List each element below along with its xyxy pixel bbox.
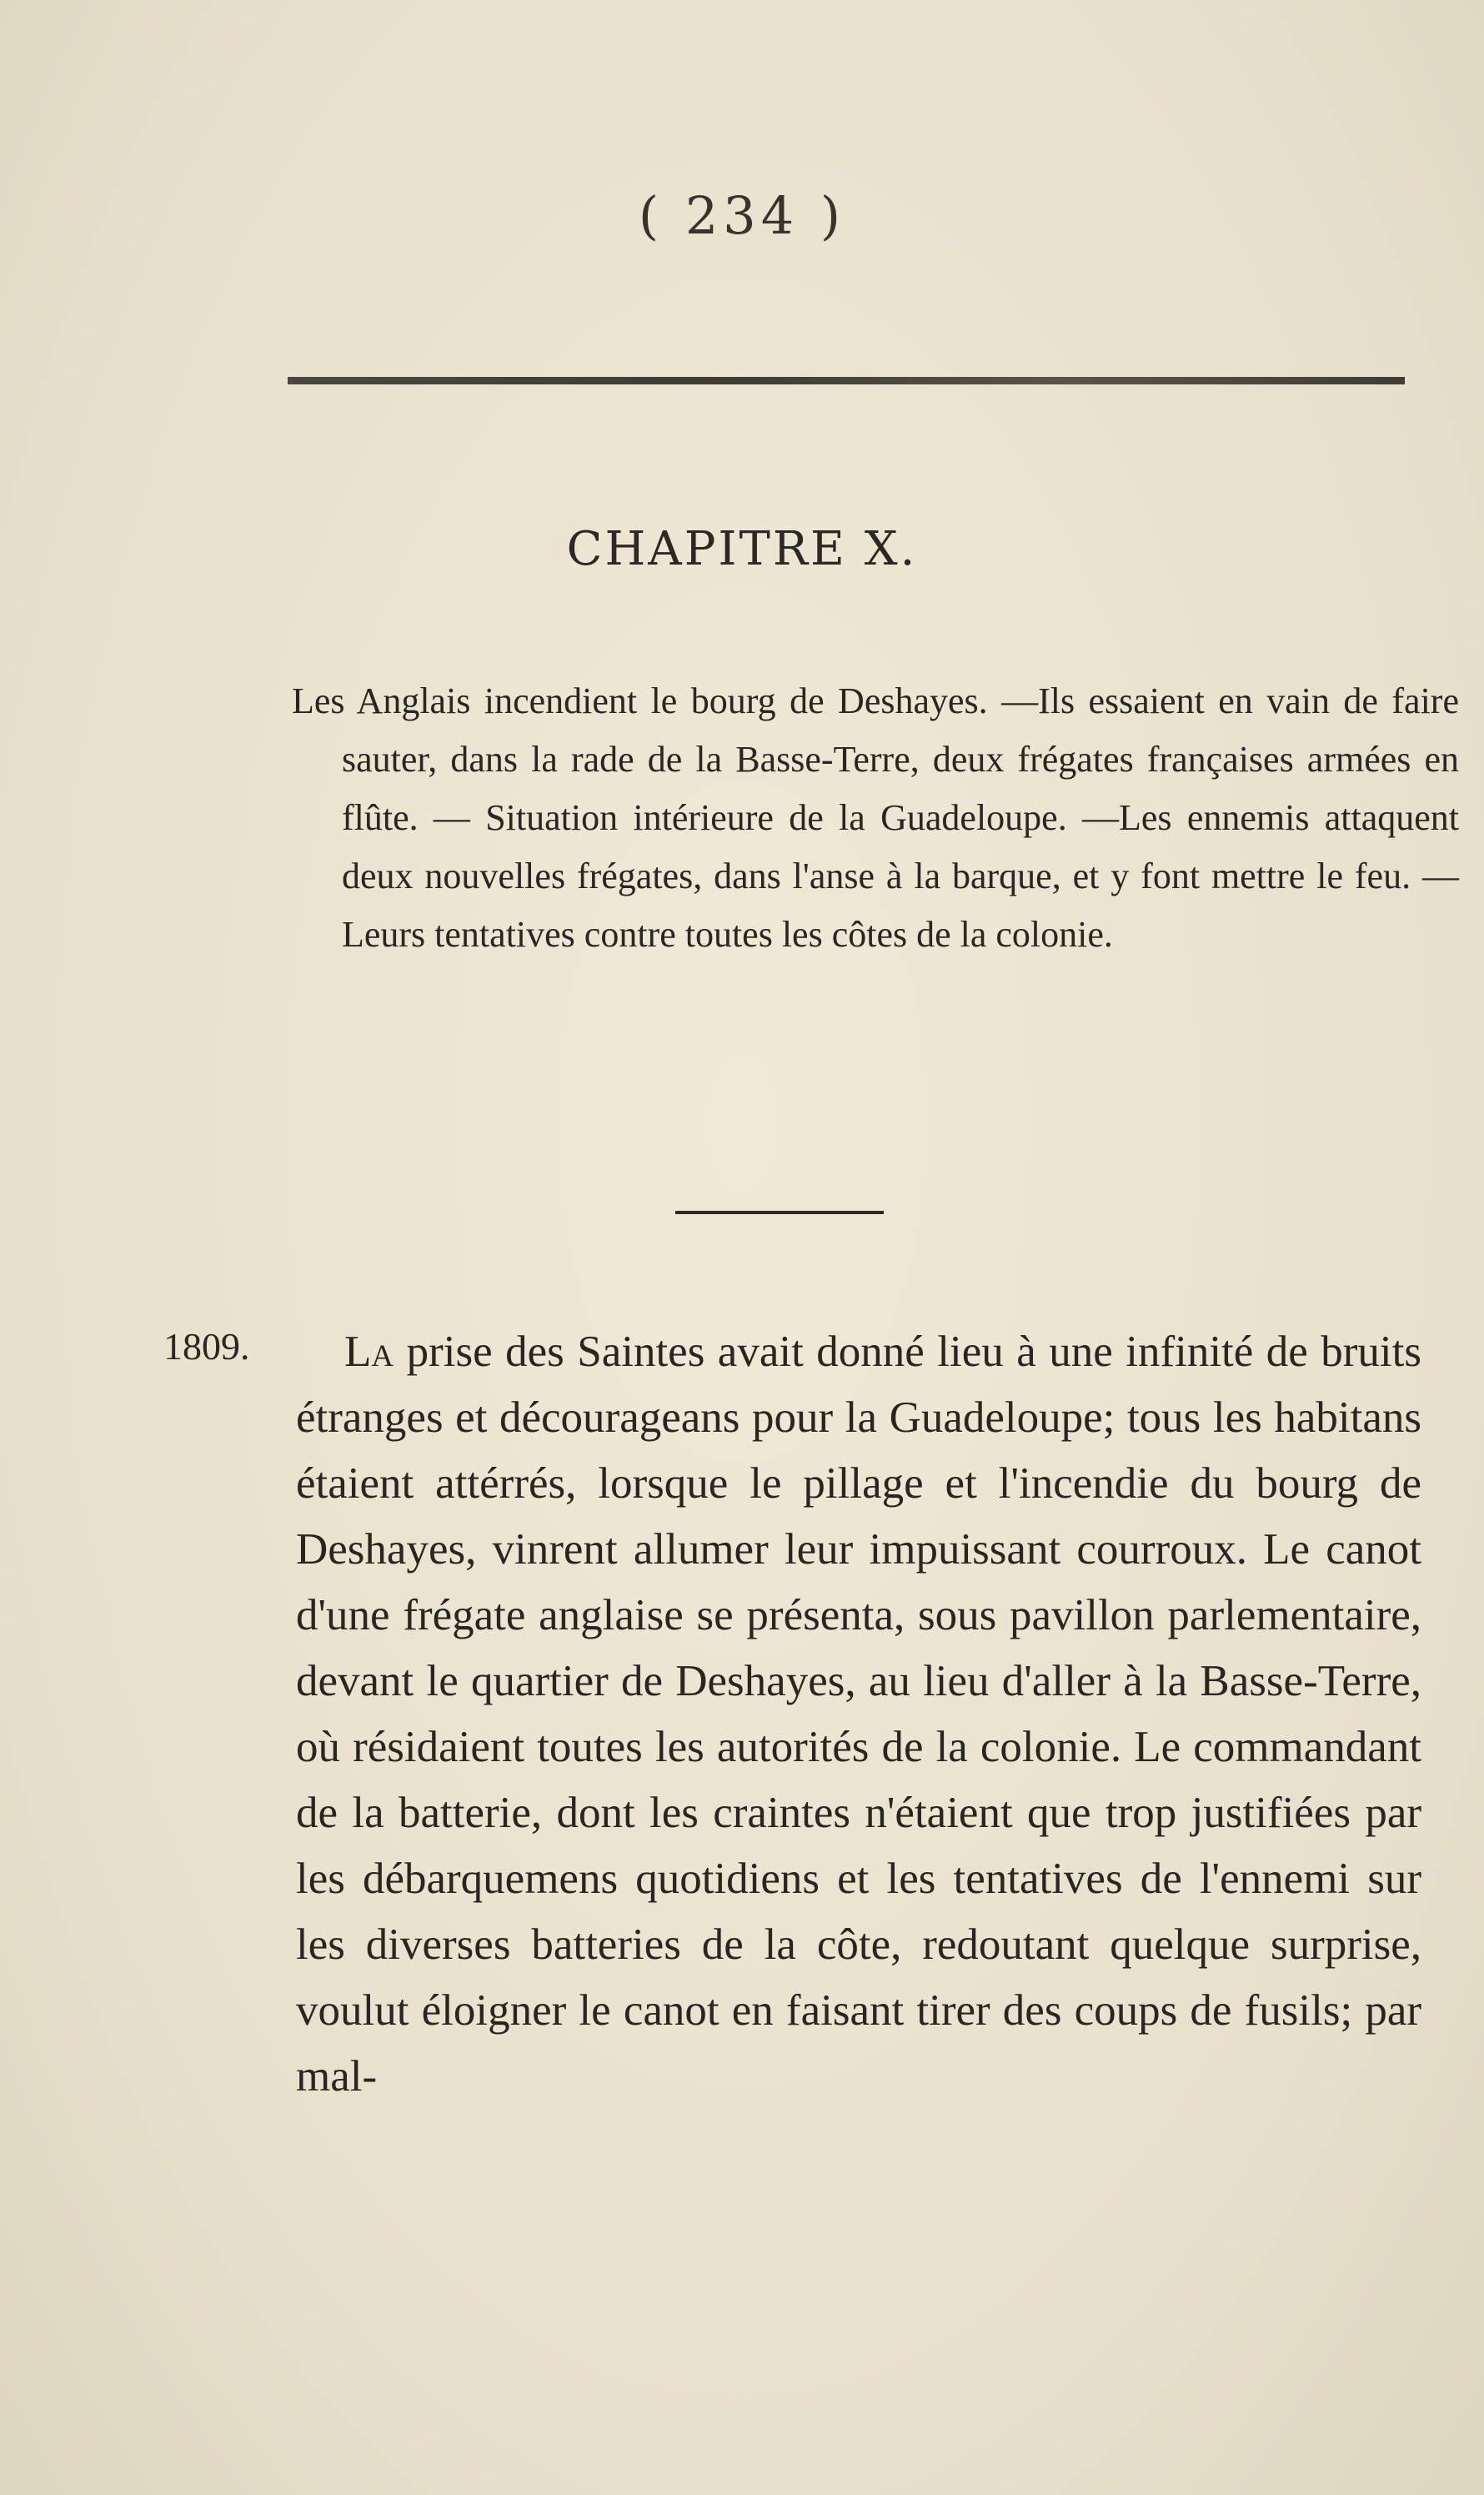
- margin-year: 1809.: [163, 1325, 250, 1368]
- header-rule: [288, 377, 1405, 384]
- page-number: ( 234 ): [638, 185, 846, 246]
- body-paragraph: [296, 1319, 1421, 2110]
- chapter-summary: Les Anglais incendient le bourg de Deshayes. —Ils essaient en vain de faire sauter, dans la rade de la Basse-Terre, deux frégates françaises armées en flûte. — Situation intérieure de la Guadeloupe. —Les ennemis attaquent deux nouvelles frégates, dans l'anse à la barque, et y font mettre le feu. —Leurs tentatives contre toutes les côtes de la colonie.: [292, 680, 1459, 955]
- paragraph-text: prise des Saintes avait donné lieu à une infinité de bruits étranges et décourageans pour la Guadeloupe; tous les habitans étaient attérrés, lorsque le pillage et l'incendie du bourg de Deshayes, vinrent allumer leur impuissant courroux. Le canot d'une frégate anglaise se présenta, sous pavillon parlementaire, devant le quartier de Deshayes, au lieu d'aller à la Basse-Terre, où résidaient toutes les autorités de la colonie. Le commandant de la batterie, dont les craintes n'étaient que trop justifiées par les débarquemens quotidiens et les tentatives de l'ennemi sur les diverses batteries de la côte, redoutant quelque surprise, voulut éloigner le canot en faisant tirer des coups de fusils; par mal-: [296, 1328, 1421, 2101]
- chapter-title: CHAPITRE X.: [566, 522, 918, 576]
- opening-word: La: [344, 1328, 394, 1376]
- section-divider: [675, 1211, 884, 1214]
